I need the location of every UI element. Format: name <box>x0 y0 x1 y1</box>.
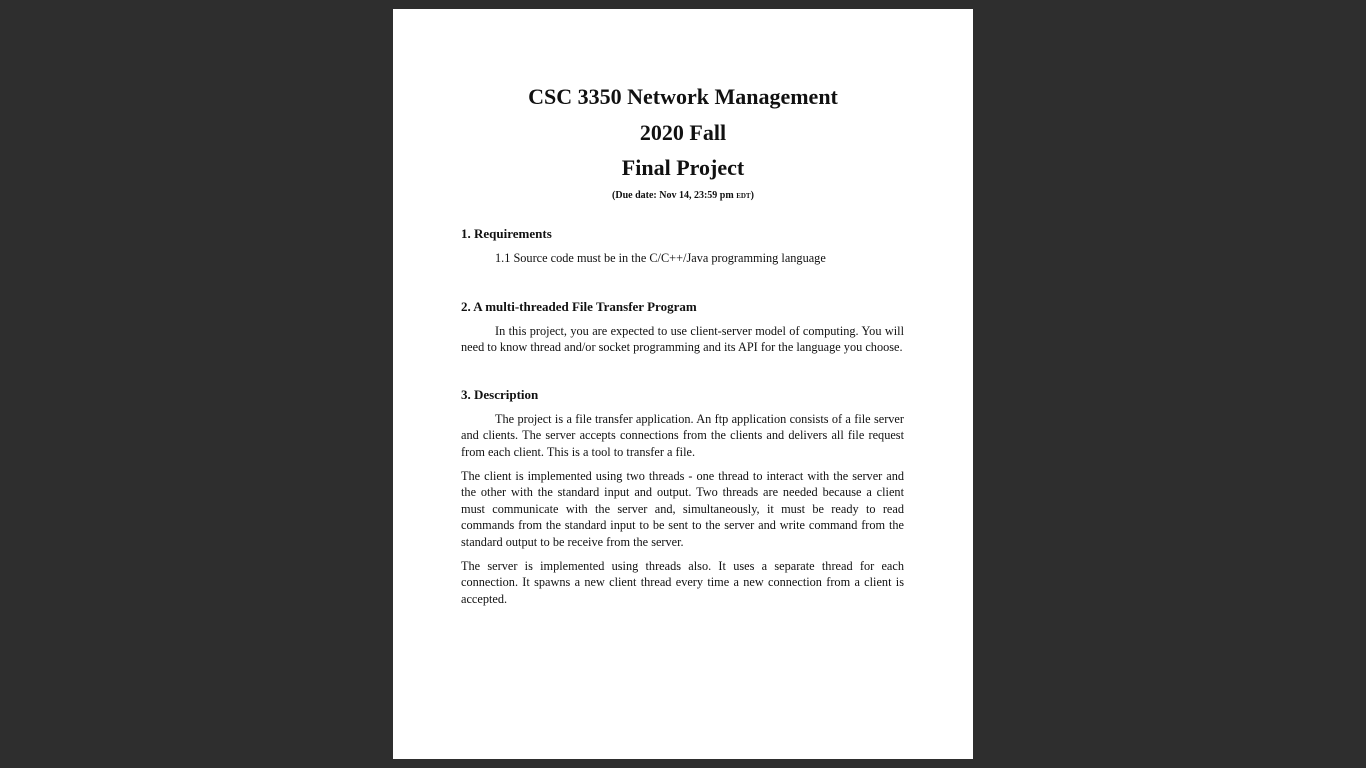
paragraph: The server is implemented using threads also. It uses a separate thread for each connection. It spawns a new client thread every time a new connection from a client is accepted. <box>461 558 904 606</box>
due-date-prefix: (Due date: Nov 14, 23:59 pm <box>612 189 737 201</box>
section-heading-description: 3. Description <box>461 386 539 402</box>
paragraph: In this project, you are expected to use client-server model of computing. You will need to know thread and/or socket programming and its API for the language you choose. <box>461 323 904 355</box>
paragraph: The client is implemented using two threads - one thread to interact with the server and the other with the standard input and output. Two threads are needed because a client must communicate with the server and, simultaneously, it must be ready to read commands from the standard input to be sent to the server and write command from the standard output to be receive from the server. <box>461 468 904 549</box>
due-date-timezone: EDT <box>736 191 751 200</box>
requirement-item: 1.1 Source code must be in the C/C++/Java programming language <box>495 251 826 265</box>
due-date-suffix: ) <box>750 189 754 201</box>
title-block <box>393 79 973 203</box>
project-title: Final Project <box>621 155 745 180</box>
section-heading-file-transfer: 2. A multi-threaded File Transfer Program <box>461 298 697 314</box>
paragraph: The project is a file transfer application. An ftp application consists of a file server and clients. The server accepts connections from the clients and delivers all file request from each client. This is a tool to transfer a file. <box>461 411 904 459</box>
section-spacer <box>461 363 904 387</box>
course-title: CSC 3350 Network Management <box>528 84 838 109</box>
pdf-page <box>393 9 973 759</box>
due-date <box>393 189 973 203</box>
section-heading-requirements: 1. Requirements <box>461 226 552 241</box>
semester-title: 2020 Fall <box>639 119 727 145</box>
section-spacer <box>461 274 904 299</box>
page-content <box>461 226 904 614</box>
